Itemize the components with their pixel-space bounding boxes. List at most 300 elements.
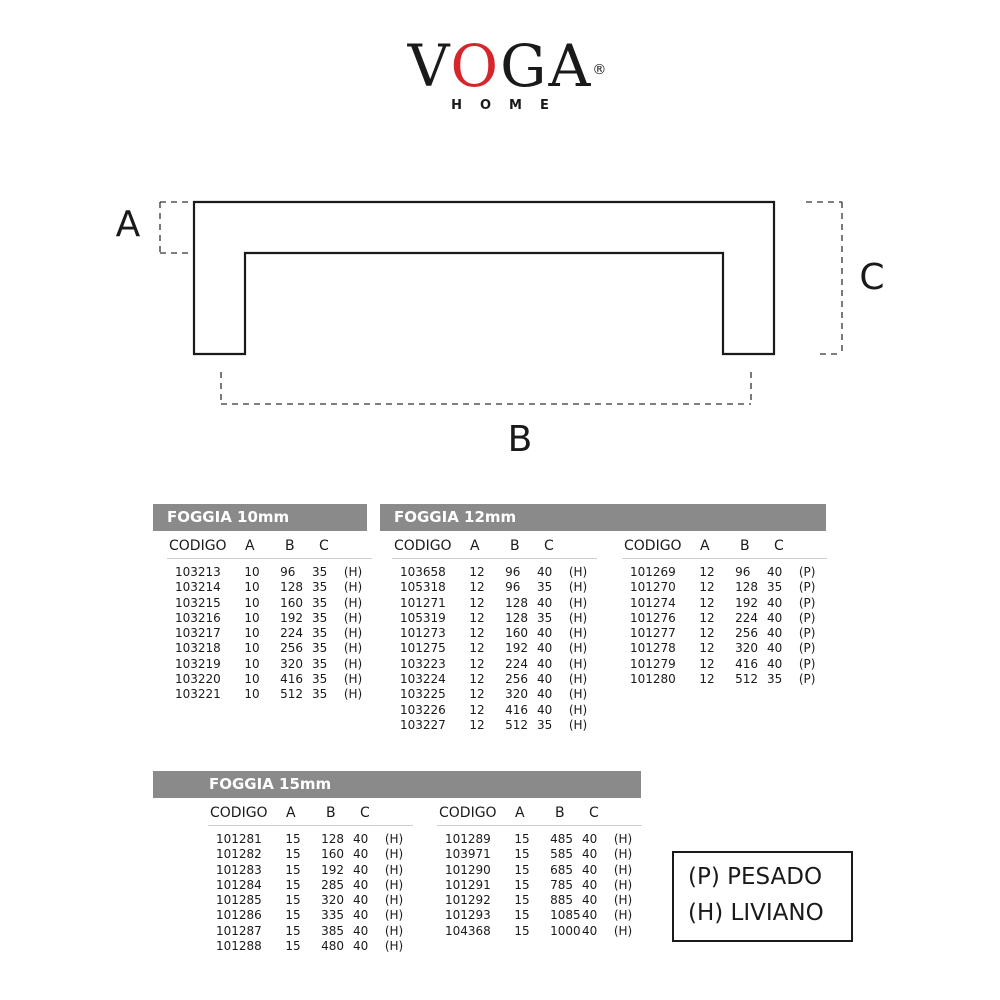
cell-codigo: 101292 [445,893,491,908]
cell-b: 785 [550,877,573,892]
cell-type: (H) [568,565,588,579]
cell-b: 512 [505,717,528,732]
header-a: A [515,805,525,821]
table-row [392,641,597,656]
cell-c: 40 [352,832,369,846]
cell-a: 15 [285,862,301,877]
cell-b: 335 [321,908,344,923]
cell-c: 35 [311,687,328,702]
cell-b: 320 [280,656,303,671]
cell-b: 320 [321,893,344,908]
cell-c: 35 [536,610,553,625]
cell-a: 10 [244,656,260,671]
table-row [392,611,597,626]
cell-type: (H) [568,656,588,671]
cell-type: (H) [343,565,363,579]
cell-b: 1000 [550,923,581,938]
table-row [622,580,827,595]
cell-b: 320 [505,687,528,702]
header-c: C [360,805,370,821]
cell-a: 12 [469,672,485,687]
cell-codigo: 101289 [445,832,491,846]
cell-type: (H) [613,847,633,862]
cell-codigo: 101281 [216,832,262,846]
table-row [167,596,372,611]
table-row [167,641,372,656]
table-row [437,847,642,862]
cell-codigo: 103227 [400,717,446,732]
table-row [208,847,413,862]
cell-a: 12 [699,641,715,656]
cell-codigo: 101285 [216,893,262,908]
table-row [437,832,642,847]
cell-codigo: 103218 [175,641,221,656]
cell-a: 12 [469,702,485,717]
cell-type: (H) [384,877,404,892]
cell-a: 10 [244,687,260,702]
cell-type: (H) [568,672,588,687]
table-row [437,908,642,923]
cell-type: (P) [798,580,816,595]
header-codigo: CODIGO [394,538,452,554]
cell-codigo: 103213 [175,565,221,579]
cell-codigo: 103658 [400,565,446,579]
cell-codigo: 103217 [175,626,221,641]
cell-a: 15 [285,923,301,938]
table-15mm-right [437,803,642,939]
cell-a: 12 [699,656,715,671]
table-12mm-liviano [392,536,597,733]
cell-codigo: 101287 [216,923,262,938]
cell-a: 15 [514,877,530,892]
cell-a: 12 [699,672,715,687]
cell-type: (H) [343,595,363,610]
table-row [392,657,597,672]
cell-a: 12 [469,687,485,702]
cell-a: 15 [514,908,530,923]
cell-codigo: 105319 [400,610,446,625]
cell-codigo: 101279 [630,656,676,671]
cell-a: 15 [285,893,301,908]
cell-a: 10 [244,565,260,579]
table-row [437,924,642,939]
cell-b: 256 [280,641,303,656]
cell-c: 40 [352,908,369,923]
cell-type: (H) [568,702,588,717]
cell-a: 12 [469,656,485,671]
table-row [622,611,827,626]
header-a: A [700,538,710,554]
cell-b: 128 [321,832,344,846]
cell-codigo: 101276 [630,610,676,625]
cell-type: (H) [343,656,363,671]
header-codigo: CODIGO [624,538,682,554]
cell-type: (H) [384,923,404,938]
cell-codigo: 103215 [175,595,221,610]
brand-subtitle: HOME [451,98,567,113]
cell-b: 885 [550,893,573,908]
table-row [437,893,642,908]
cell-b: 416 [735,656,758,671]
cell-type: (P) [798,641,816,656]
cell-c: 40 [536,626,553,641]
cell-c: 40 [581,893,598,908]
table-row [622,641,827,656]
table-row [392,718,597,733]
cell-a: 12 [469,565,485,579]
cell-b: 192 [280,610,303,625]
table-row [167,611,372,626]
table-12mm-pesado [622,536,827,687]
cell-c: 35 [536,717,553,732]
table-header [622,536,827,559]
cell-a: 15 [514,893,530,908]
table-row [437,878,642,893]
cell-c: 35 [311,565,328,579]
cell-codigo: 103221 [175,687,221,702]
table-row [392,580,597,595]
cell-b: 685 [550,862,573,877]
cell-type: (P) [798,595,816,610]
header-a: A [470,538,480,554]
table-row [392,596,597,611]
cell-codigo: 101290 [445,862,491,877]
cell-b: 128 [505,595,528,610]
cell-c: 35 [311,610,328,625]
cell-a: 10 [244,595,260,610]
cell-b: 192 [735,595,758,610]
table-row [392,687,597,702]
cell-a: 15 [285,908,301,923]
cell-b: 416 [280,672,303,687]
header-b: B [740,538,750,554]
cell-type: (H) [384,832,404,846]
cell-codigo: 103219 [175,656,221,671]
cell-codigo: 103226 [400,702,446,717]
table-15mm-left [208,803,413,954]
cell-type: (H) [384,893,404,908]
cell-type: (P) [798,626,816,641]
cell-codigo: 101291 [445,877,491,892]
cell-b: 128 [735,580,758,595]
handle-outline [194,202,774,354]
cell-c: 35 [311,580,328,595]
cell-c: 40 [581,847,598,862]
cell-c: 40 [536,656,553,671]
label-c: C [859,257,885,298]
cell-codigo: 101288 [216,939,262,954]
cell-a: 12 [699,610,715,625]
cell-type: (H) [384,939,404,954]
cell-type: (H) [343,687,363,702]
table-row [208,939,413,954]
cell-b: 416 [505,702,528,717]
cell-type: (H) [384,862,404,877]
dimension-a [160,202,188,253]
cell-a: 12 [699,595,715,610]
cell-type: (H) [343,610,363,625]
cell-a: 12 [469,580,485,595]
header-c: C [544,538,554,554]
section-header-12mm [380,504,826,531]
cell-c: 40 [581,832,598,846]
cell-b: 96 [505,580,521,595]
cell-b: 256 [735,626,758,641]
cell-b: 512 [735,672,758,687]
section-title: FOGGIA 12mm [394,508,517,526]
cell-type: (H) [613,832,633,846]
cell-codigo: 101269 [630,565,676,579]
cell-b: 192 [321,862,344,877]
cell-a: 15 [285,832,301,846]
table-row [208,924,413,939]
cell-a: 12 [699,580,715,595]
cell-b: 480 [321,939,344,954]
cell-c: 40 [352,877,369,892]
cell-codigo: 103216 [175,610,221,625]
table-row [208,878,413,893]
table-row [167,565,372,580]
cell-type: (H) [568,610,588,625]
cell-codigo: 101293 [445,908,491,923]
cell-type: (H) [568,580,588,595]
cell-a: 10 [244,641,260,656]
table-row [392,626,597,641]
cell-c: 40 [581,862,598,877]
cell-type: (H) [613,923,633,938]
cell-a: 12 [469,595,485,610]
cell-b: 285 [321,877,344,892]
cell-c: 35 [536,580,553,595]
cell-codigo: 103971 [445,847,491,862]
table-row [208,893,413,908]
section-header-15mm [153,771,641,798]
table-row [167,672,372,687]
header-codigo: CODIGO [210,805,268,821]
table-row [622,596,827,611]
cell-c: 35 [311,641,328,656]
label-b: B [507,419,533,460]
cell-c: 40 [536,672,553,687]
cell-b: 320 [735,641,758,656]
dimension-c [806,202,842,354]
header-b: B [326,805,336,821]
header-a: A [245,538,255,554]
cell-type: (P) [798,672,816,687]
cell-b: 224 [505,656,528,671]
cell-c: 40 [352,847,369,862]
table-row [622,565,827,580]
table-row [167,657,372,672]
cell-type: (H) [568,687,588,702]
cell-codigo: 101277 [630,626,676,641]
cell-a: 15 [285,939,301,954]
cell-b: 224 [280,626,303,641]
cell-b: 160 [505,626,528,641]
cell-a: 10 [244,580,260,595]
cell-type: (H) [568,595,588,610]
cell-b: 128 [280,580,303,595]
cell-a: 10 [244,672,260,687]
header-c: C [589,805,599,821]
cell-a: 12 [469,717,485,732]
cell-a: 15 [285,877,301,892]
cell-c: 40 [766,595,783,610]
cell-type: (H) [343,641,363,656]
legend-pesado: (P) PESADO [688,864,823,890]
section-header-10mm [153,504,367,531]
cell-c: 40 [352,862,369,877]
header-c: C [774,538,784,554]
section-title: FOGGIA 15mm [209,775,332,793]
table-header [167,536,372,559]
brand-letters-v: V [407,32,451,100]
cell-a: 15 [514,832,530,846]
cell-codigo: 101275 [400,641,446,656]
cell-b: 1085 [550,908,581,923]
registered-mark: ® [592,62,609,78]
cell-c: 40 [536,702,553,717]
cell-b: 96 [280,565,296,579]
header-a: A [286,805,296,821]
cell-a: 12 [469,626,485,641]
brand-letters-ga: GA [500,32,593,100]
table-row [622,626,827,641]
cell-a: 15 [514,923,530,938]
cell-a: 15 [285,847,301,862]
header-c: C [319,538,329,554]
dimension-b [221,372,751,404]
cell-b: 512 [280,687,303,702]
legend-liviano: (H) LIVIANO [688,900,824,926]
cell-type: (H) [568,641,588,656]
cell-b: 224 [735,610,758,625]
cell-c: 40 [536,595,553,610]
cell-type: (H) [613,893,633,908]
cell-type: (H) [384,847,404,862]
cell-b: 485 [550,832,573,846]
cell-a: 15 [514,862,530,877]
cell-b: 128 [505,610,528,625]
cell-a: 10 [244,626,260,641]
cell-b: 192 [505,641,528,656]
table-row [622,657,827,672]
table-row [167,626,372,641]
cell-type: (H) [613,877,633,892]
cell-codigo: 104368 [445,923,491,938]
label-a: A [115,204,141,245]
cell-codigo: 101271 [400,595,446,610]
cell-type: (H) [568,717,588,732]
table-row [622,672,827,687]
cell-c: 40 [766,626,783,641]
cell-type: (P) [798,565,816,579]
cell-a: 12 [469,641,485,656]
table-row [208,863,413,878]
cell-c: 35 [311,672,328,687]
cell-b: 160 [280,595,303,610]
cell-c: 40 [536,687,553,702]
table-header [208,803,413,826]
cell-codigo: 103223 [400,656,446,671]
table-row [167,580,372,595]
cell-a: 15 [514,847,530,862]
cell-codigo: 101270 [630,580,676,595]
cell-codigo: 101282 [216,847,262,862]
legend-box [672,851,853,942]
cell-type: (P) [798,610,816,625]
table-row [392,565,597,580]
cell-c: 40 [536,641,553,656]
cell-c: 40 [352,893,369,908]
cell-type: (H) [384,908,404,923]
header-codigo: CODIGO [169,538,227,554]
cell-c: 40 [581,923,598,938]
cell-c: 40 [352,939,369,954]
cell-type: (H) [343,672,363,687]
cell-codigo: 101274 [630,595,676,610]
cell-c: 40 [766,610,783,625]
table-header [437,803,642,826]
header-b: B [285,538,295,554]
cell-type: (H) [613,862,633,877]
table-row [208,908,413,923]
cell-c: 35 [311,626,328,641]
cell-codigo: 101273 [400,626,446,641]
cell-codigo: 101280 [630,672,676,687]
cell-codigo: 103225 [400,687,446,702]
cell-codigo: 101283 [216,862,262,877]
cell-a: 12 [699,565,715,579]
cell-b: 585 [550,847,573,862]
cell-c: 40 [581,908,598,923]
cell-b: 160 [321,847,344,862]
cell-codigo: 103214 [175,580,221,595]
cell-c: 35 [766,672,783,687]
cell-codigo: 103224 [400,672,446,687]
table-row [392,703,597,718]
cell-a: 10 [244,610,260,625]
cell-b: 385 [321,923,344,938]
cell-c: 40 [536,565,553,579]
header-b: B [555,805,565,821]
cell-c: 40 [766,656,783,671]
cell-type: (H) [613,908,633,923]
section-title: FOGGIA 10mm [167,508,290,526]
cell-codigo: 105318 [400,580,446,595]
cell-b: 96 [735,565,751,579]
table-10mm [167,536,372,703]
cell-codigo: 101286 [216,908,262,923]
cell-b: 96 [505,565,521,579]
table-row [208,832,413,847]
table-header [392,536,597,559]
cell-type: (H) [568,626,588,641]
brand-letter-o: O [450,32,501,100]
cell-codigo: 101284 [216,877,262,892]
table-row [392,672,597,687]
cell-c: 40 [352,923,369,938]
cell-c: 40 [581,877,598,892]
cell-codigo: 103220 [175,672,221,687]
cell-a: 12 [469,610,485,625]
table-row [437,863,642,878]
header-codigo: CODIGO [439,805,497,821]
header-b: B [510,538,520,554]
cell-type: (H) [343,580,363,595]
cell-type: (H) [343,626,363,641]
cell-c: 35 [311,656,328,671]
